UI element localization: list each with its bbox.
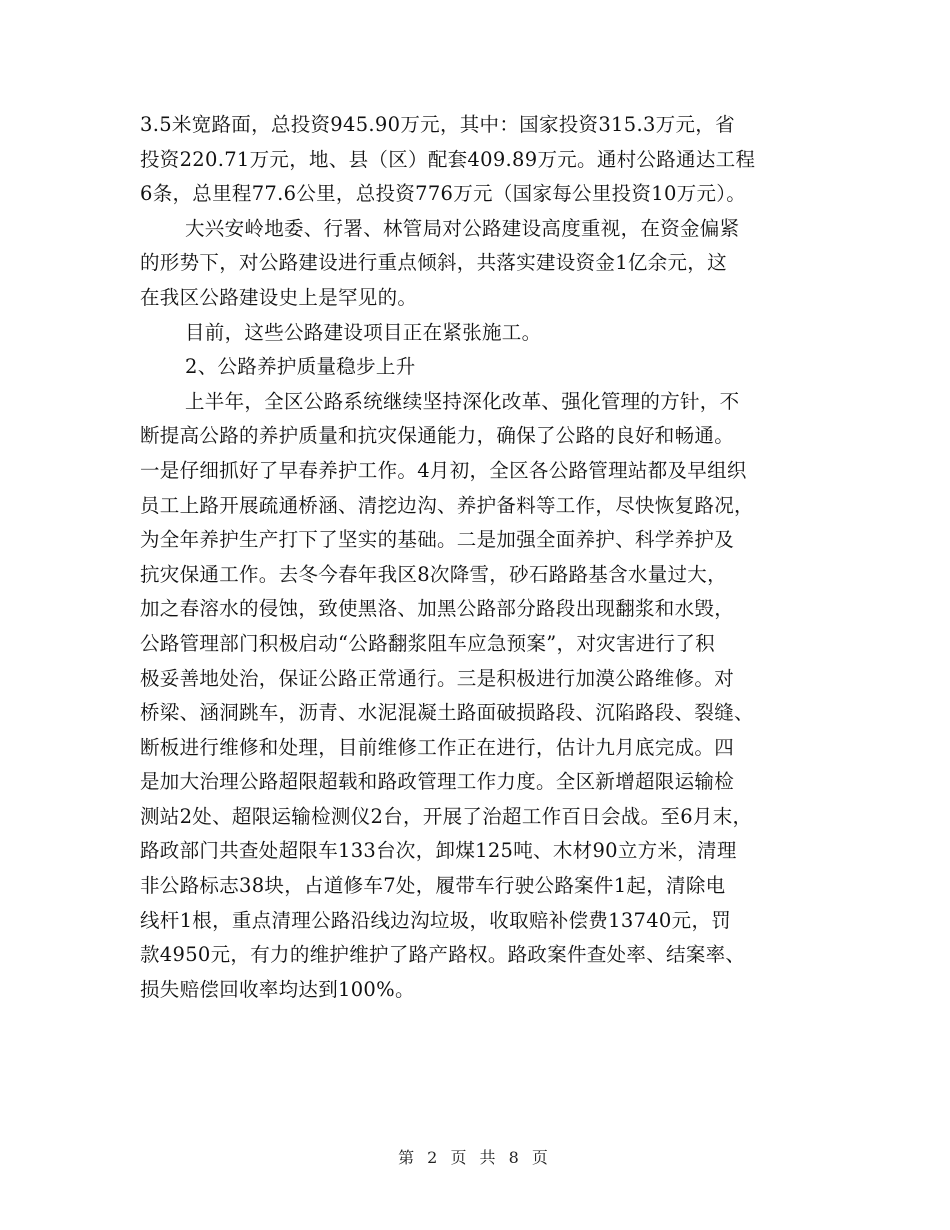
text-line: 线杆1根，重点清理公路沿线边沟垃圾，收取赔补偿费13740元，罚	[140, 908, 732, 932]
document-body	[140, 108, 830, 1007]
text-line: 大兴安岭地委、行署、林管局对公路建设高度重视，在资金偏紧	[185, 216, 740, 240]
text-line: 是加大治理公路超限超载和路政管理工作力度。全区新增超限运输检	[140, 770, 735, 794]
text-line: 测站2处、超限运输检测仪2台，开展了治超工作百日会战。至6月末，	[140, 804, 753, 828]
text-line: 2、公路养护质量稳步上升	[185, 355, 416, 379]
text-line: 一是仔细抓好了早春养护工作。4月初，全区各公路管理站都及早组织	[140, 458, 747, 482]
text-line: 上半年，全区公路系统继续坚持深化改革、强化管理的方针，不	[185, 389, 740, 413]
text-line: 投资220.71万元，地、县（区）配套409.89万元。通村公路通达工程	[140, 147, 756, 171]
text-line: 断板进行维修和处理，目前维修工作正在进行，估计九月底完成。四	[140, 735, 735, 759]
text-line: 的形势下，对公路建设进行重点倾斜，共落实建设资金1亿余元，这	[140, 251, 727, 275]
text-line: 加之春溶水的侵蚀，致使黑洛、加黑公路部分路段出现翻浆和水毁，	[140, 597, 735, 621]
text-line: 为全年养护生产打下了坚实的基础。二是加强全面养护、科学养护及	[140, 528, 735, 552]
text-line: 员工上路开展疏通桥涵、清挖边沟、养护备料等工作，尽快恢复路况，	[140, 493, 754, 517]
text-line: 极妥善地处治，保证公路正常通行。三是积极进行加漠公路维修。对	[140, 666, 735, 690]
text-line: 非公路标志38块，占道修车7处，履带车行驶公路案件1起，清除电	[140, 874, 726, 898]
text-line: 路政部门共查处超限车133台次，卸煤125吨、木材90立方米，清理	[140, 839, 737, 863]
text-line: 3.5米宽路面，总投资945.90万元，其中：国家投资315.3万元，省	[140, 113, 735, 136]
text-line: 6条，总里程77.6公里，总投资776万元（国家每公里投资10万元）。	[140, 182, 747, 206]
text-line: 目前，这些公路建设项目正在紧张施工。	[185, 320, 542, 344]
text-line: 损失赔偿回收率均达到100%。	[140, 977, 415, 1001]
text-line: 断提高公路的养护质量和抗灾保通能力，确保了公路的良好和畅通。	[140, 424, 735, 448]
page-footer: 第 2 页 共 8 页	[398, 1148, 552, 1167]
text-line: 桥梁、涵洞跳车，沥青、水泥混凝土路面破损路段、沉陷路段、裂缝、	[140, 701, 754, 725]
text-line: 抗灾保通工作。去冬今春年我区8次降雪，砂石路路基含水量过大，	[140, 562, 727, 586]
text-line: 公路管理部门积极启动“公路翻浆阻车应急预案”，对灾害进行了积	[140, 631, 715, 655]
text-line: 款4950元，有力的维护维护了路产路权。路政案件查处率、结案率、	[140, 943, 746, 967]
text-line: 在我区公路建设史上是罕见的。	[140, 285, 418, 309]
